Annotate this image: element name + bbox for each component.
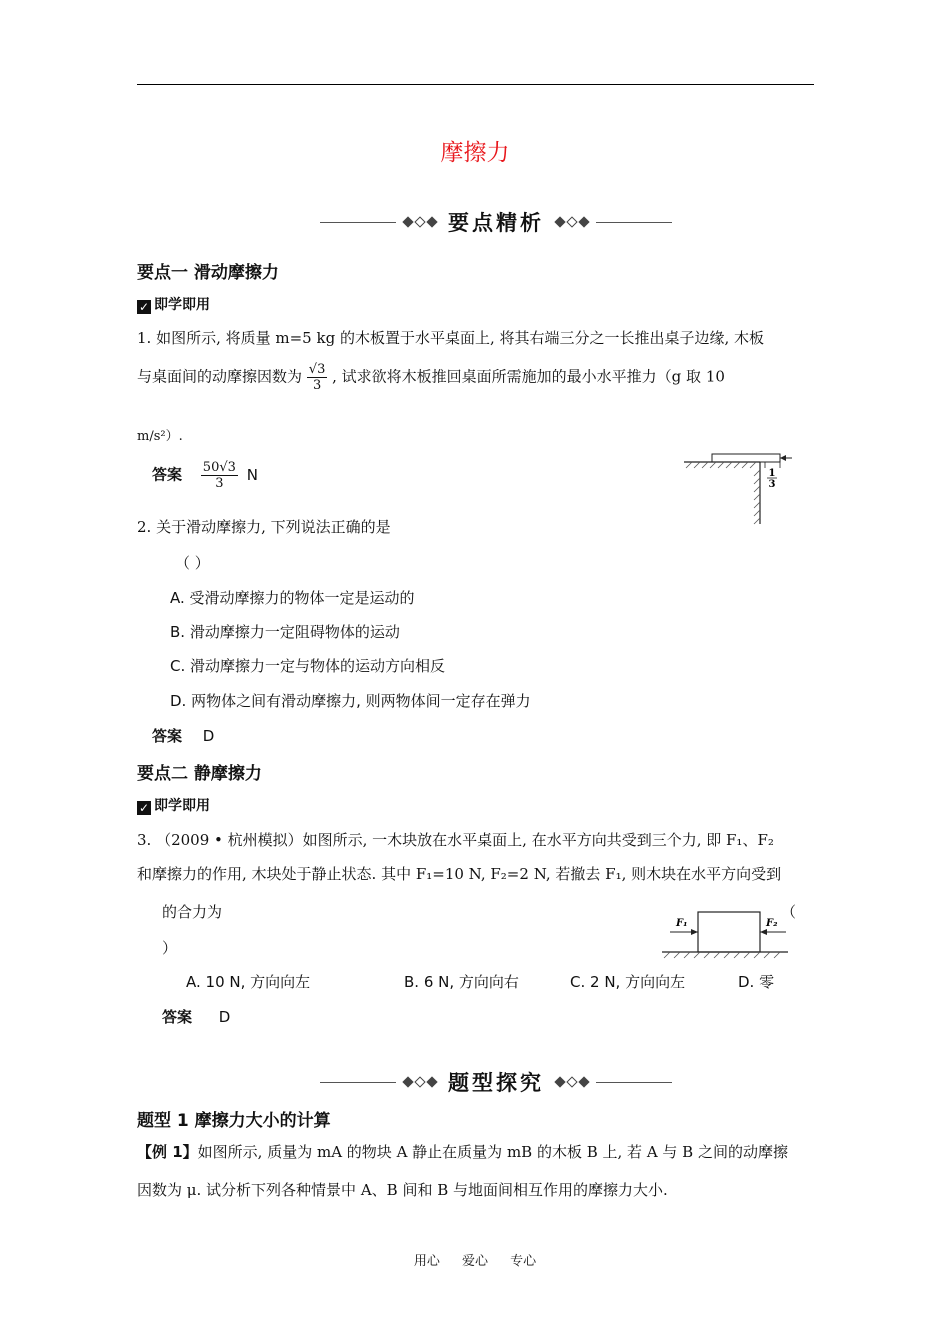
subheading: ✓ 即学即用 bbox=[138, 798, 210, 815]
question-2-answer: 答案 D bbox=[152, 727, 215, 745]
question-3-line-1: 3. （2009 • 杭州模拟）如图所示, 一木块放在水平桌面上, 在水平方向共受到三个力, 即 F₁、F₂ bbox=[137, 831, 774, 849]
block-forces-figure bbox=[660, 906, 790, 962]
page-title: 摩擦力 bbox=[440, 140, 510, 166]
example-1-line-2: 因数为 μ. 试分析下列各种情景中 A、B 间和 B 与地面间相互作用的摩擦力大小. bbox=[137, 1181, 668, 1199]
option-b: B. 6 N, 方向向右 bbox=[404, 973, 519, 991]
option-c: C. 2 N, 方向向左 bbox=[570, 973, 686, 991]
question-3-line-3: 的合力为 bbox=[162, 903, 223, 921]
fraction: $\frac{√3}{3}$ bbox=[308, 362, 326, 393]
figure-label-denominator: 3 bbox=[768, 479, 776, 490]
section-title: 题型探究 bbox=[448, 1071, 544, 1095]
answer-fraction: $\frac{50√3}{3}$ bbox=[202, 460, 236, 491]
figure-label-numerator: 1 bbox=[768, 468, 776, 479]
question-3-line-2: 和摩擦力的作用, 木块处于静止状态. 其中 F₁=10 N, F₂=2 N, 若撤去 F₁, 则木块在水平方向受到 bbox=[137, 865, 782, 883]
footer-text: 用心 爱心 专心 bbox=[413, 1254, 537, 1269]
ornament-icon bbox=[402, 218, 438, 226]
question-2-paren: （ ） bbox=[175, 554, 210, 572]
question-3-paren-open: （ bbox=[781, 903, 797, 921]
section-heading-key-points bbox=[320, 207, 672, 237]
ornament-icon bbox=[402, 1078, 438, 1086]
checkbox-icon: ✓ bbox=[138, 801, 150, 815]
option-c: C. 滑动摩擦力一定与物体的运动方向相反 bbox=[170, 657, 446, 675]
question-2-stem: 2. 关于滑动摩擦力, 下列说法正确的是 bbox=[137, 518, 391, 536]
option-b: B. 滑动摩擦力一定阻碍物体的运动 bbox=[170, 623, 400, 641]
force-f2-label: F₂ bbox=[766, 918, 778, 929]
example-1-line-1: 【例 1】如图所示, 质量为 mA 的物块 A 静止在质量为 mB 的木板 B 上, 若 A 与 B 之间的动摩擦 bbox=[137, 1143, 788, 1161]
subheading: ✓ 即学即用 bbox=[138, 297, 210, 314]
question-1-line-2: 与桌面间的动摩擦因数为 $\frac{√3}{3}$ , 试求欲将木板推回桌面所需施加的最小水平推力（g 取 10 bbox=[137, 362, 725, 393]
option-a: A. 10 N, 方向向左 bbox=[186, 973, 311, 991]
section-title: 要点精析 bbox=[448, 211, 544, 235]
header-rule bbox=[137, 84, 814, 85]
section-heading-problem-types bbox=[320, 1067, 672, 1097]
point-heading: 要点二 静摩擦力 bbox=[137, 764, 262, 784]
question-3-paren-close: ） bbox=[162, 939, 178, 957]
type-heading: 题型 1 摩擦力大小的计算 bbox=[137, 1111, 331, 1131]
option-d: D. 零 bbox=[738, 973, 775, 991]
option-a: A. 受滑动摩擦力的物体一定是运动的 bbox=[170, 589, 415, 607]
checkbox-icon: ✓ bbox=[138, 300, 150, 314]
option-d: D. 两物体之间有滑动摩擦力, 则两物体间一定存在弹力 bbox=[170, 692, 531, 710]
question-1-line-1: 1. 如图所示, 将质量 m=5 kg 的木板置于水平桌面上, 将其右端三分之一长推出桌子边缘, 木板 bbox=[137, 329, 765, 347]
force-f1-label: F₁ bbox=[676, 918, 688, 929]
ornament-icon bbox=[554, 1078, 590, 1086]
ornament-icon bbox=[554, 218, 590, 226]
question-1-answer: 答案 $\frac{50√3}{3}$ N bbox=[152, 460, 258, 491]
point-heading: 要点一 滑动摩擦力 bbox=[137, 263, 279, 283]
board-on-table-figure bbox=[680, 450, 810, 528]
question-3-answer: 答案 D bbox=[162, 1008, 231, 1026]
question-1-line-3: m/s²）. bbox=[137, 429, 183, 444]
